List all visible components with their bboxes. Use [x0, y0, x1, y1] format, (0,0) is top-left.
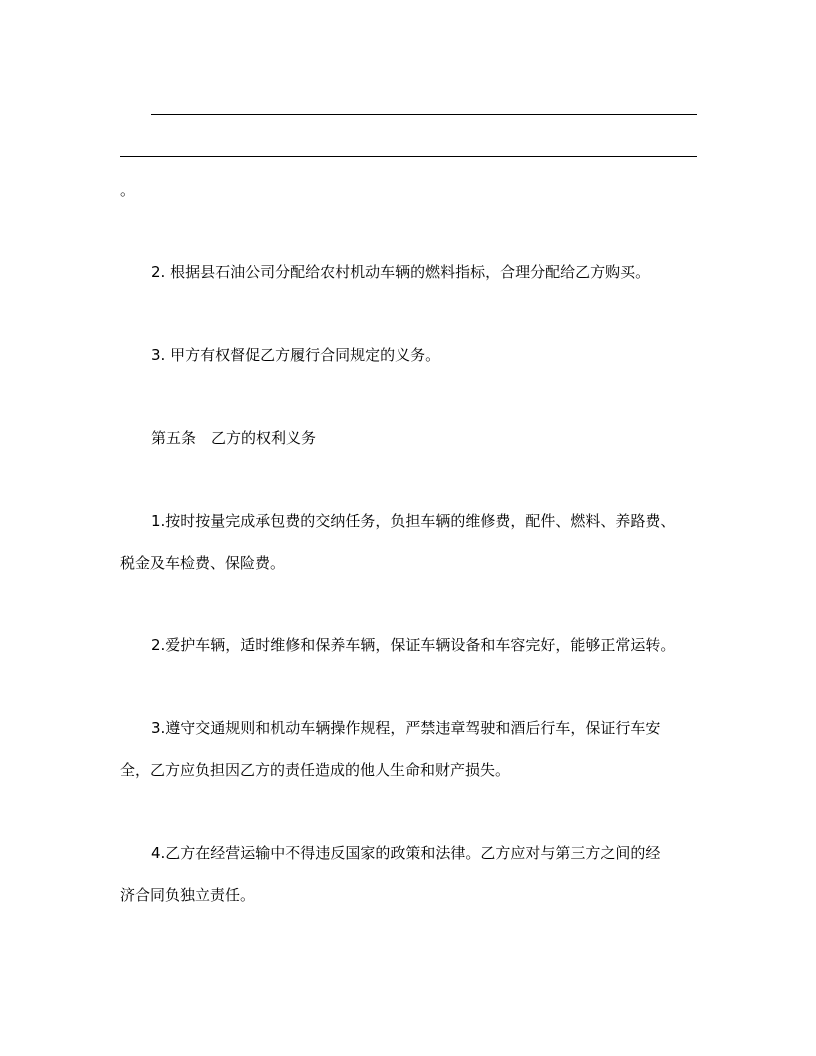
paragraph-supervision: 3. 甲方有权督促乙方履行合同规定的义务。: [151, 346, 441, 364]
clause-3-line-2: 全，乙方应负担因乙方的责任造成的他人生命和财产损失。: [120, 761, 511, 779]
clause-3-line-1: 3.遵守交通规则和机动车辆操作规程，严禁违章驾驶和酒后行车，保证行车安: [151, 719, 661, 737]
fill-in-blank-line-1: [151, 114, 697, 115]
clause-4-line-2: 济合同负独立责任。: [120, 886, 256, 904]
clause-1-line-2: 税金及车检费、保险费。: [120, 554, 286, 572]
clause-2-line-1: 2.爱护车辆，适时维修和保养车辆，保证车辆设备和车容完好，能够正常运转。: [151, 636, 676, 654]
clause-1-line-1: 1.按时按量完成承包费的交纳任务，负担车辆的维修费，配件、燃料、养路费、: [151, 512, 676, 530]
clause-4-line-1: 4.乙方在经营运输中不得违反国家的政策和法律。乙方应对与第三方之间的经: [151, 844, 661, 862]
fill-in-blank-line-2: [120, 156, 697, 157]
section-heading-article-5: 第五条 乙方的权利义务: [151, 429, 317, 447]
blank-line-terminator: 。: [120, 181, 136, 199]
paragraph-fuel-allocation: 2. 根据县石油公司分配给农村机动车辆的燃料指标，合理分配给乙方购买。: [151, 263, 651, 281]
